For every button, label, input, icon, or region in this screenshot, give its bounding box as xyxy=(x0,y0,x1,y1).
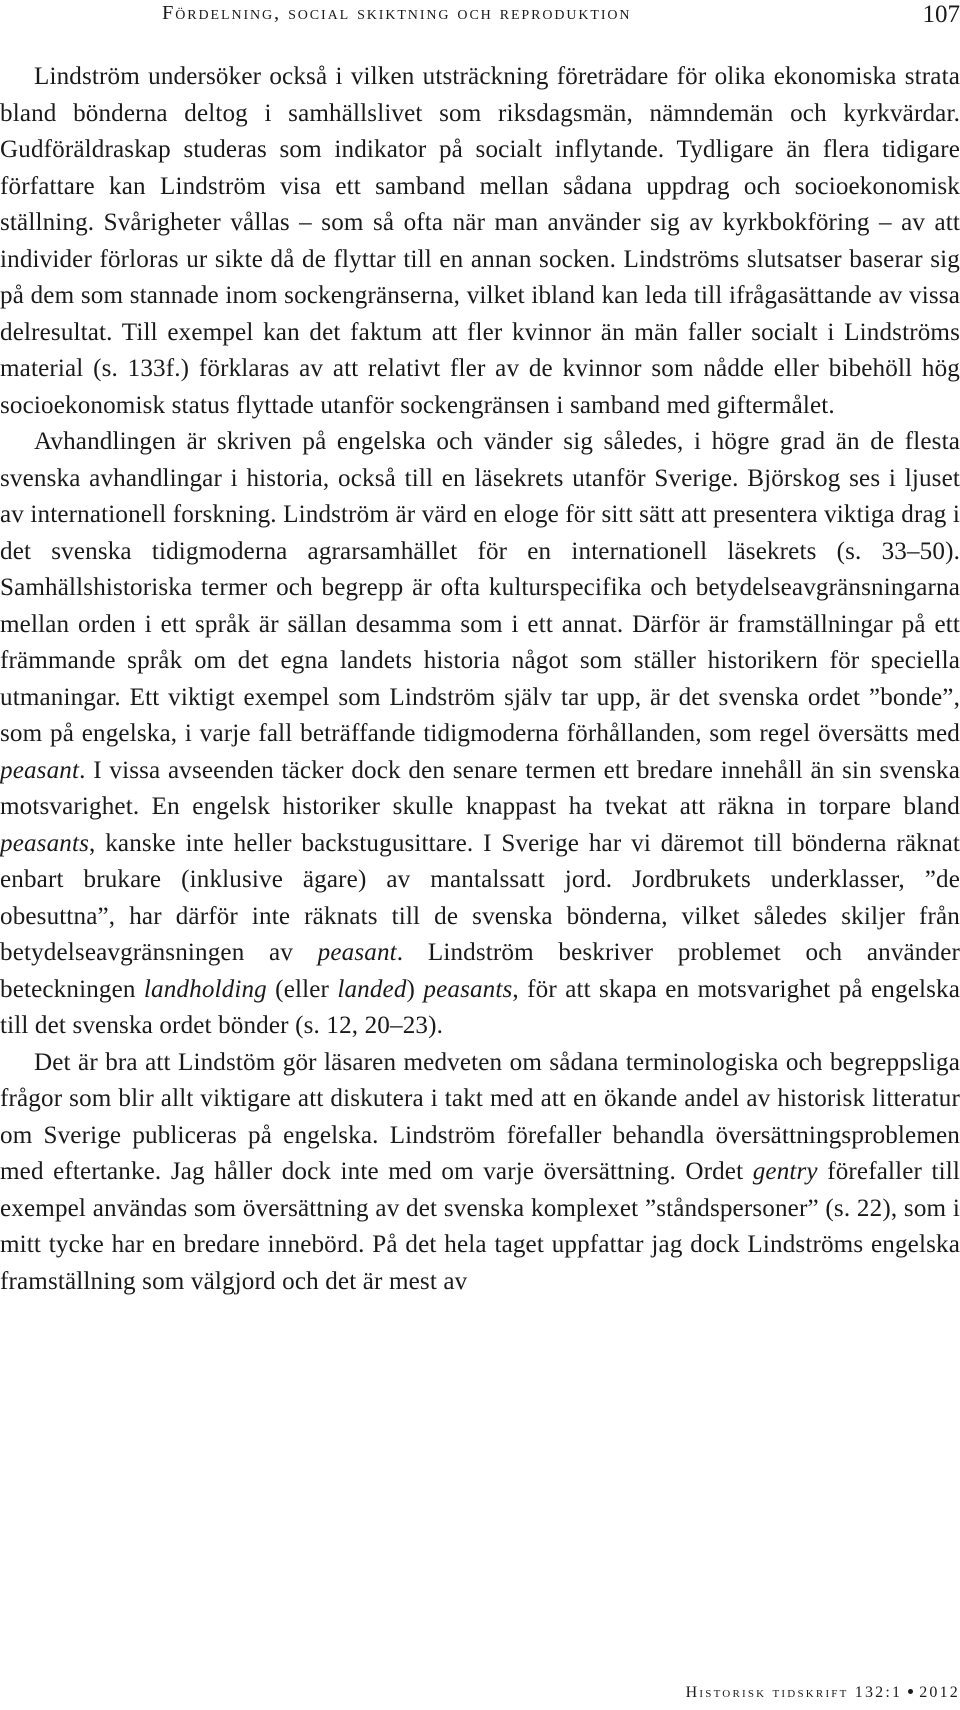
paragraph xyxy=(0,59,960,424)
italic-term: peasants xyxy=(423,975,513,1003)
italic-term: peasants xyxy=(0,829,90,857)
text-segment: . Lindström beskriver problemet och använder beteckningen xyxy=(0,939,960,1003)
text-segment: Det är bra att Lindstöm gör läsaren medveten om sådana terminologiska och begreppsliga frågor som blir allt viktigare att diskutera i takt med att en ökande andel av historisk litteratur om Sverige publiceras på engelska. Lindström förefaller behandla översättningsproblemen med eftertanke. Jag håller dock inte med om varje översättning. Ordet xyxy=(0,1048,960,1185)
italic-term: gentry xyxy=(752,1158,818,1185)
paragraph xyxy=(0,424,960,1045)
text-segment: Avhandlingen är skriven på engelska och vänder sig således, i högre grad än de flesta svenska avhandlingar i historia, också till en läsekrets utanför Sverige. Björskog ses i ljuset av internationell forskning. Lindström är värd en eloge för sitt sätt att presentera viktiga drag i det svenska tidigmoderna agrarsamhället för en internationell läsekrets (s. 33–50). Samhällshistoriska termer och begrepp är ofta kulturspecifika och betydelseavgränsningarna mellan orden i ett språk är sällan desamma som i ett annat. Därför är framställningar på ett främmande språk om det egna landets historia något som ställer historikern för speciella utmaningar. Ett viktigt exempel som Lindström själv tar upp, är det svenska ordet ”bonde”, som på engelska, i varje fall beträffande tidigmoderna förhållanden, som regel översätts med xyxy=(0,428,960,747)
paragraph xyxy=(0,1045,960,1301)
italic-term: landholding xyxy=(143,975,267,1003)
page-number: 107 xyxy=(922,1,960,28)
text-segment: , kanske inte heller backstugusittare. I Sverige har vi däremot till bönderna räknat enbart brukare (inklusive ägare) av mantalssatt jord. Jordbrukets underklasser, ”de obesuttna”, har därför inte räknats till de svenska bönderna, vilket således skiljer från betydelseavgränsningen av xyxy=(0,829,960,966)
text-segment: ) xyxy=(406,975,424,1003)
text-segment: förefaller till exempel användas som översättning av det svenska komplexet ”ståndspersoner” (s. 22), som i mitt tycke har en bredare innebörd. På det hela taget uppfattar jag dock Lindströms engelska framställning som välgjord och det är mest av xyxy=(0,1158,960,1295)
body-text xyxy=(0,59,960,1300)
text-segment: . I vissa avseenden täcker dock den senare termen ett bredare innehåll än sin svenska motsvarighet. En engelsk historiker skulle knappast ha tvekat att räkna in torpare bland xyxy=(0,756,960,820)
footer xyxy=(686,1684,960,1702)
running-title: Fördelning, social skiktning och reproduktion xyxy=(162,2,632,24)
text-segment: Lindström undersöker också i vilken utsträckning företrädare för olika ekonomiska strata bland bönderna deltog i samhällslivet som riksdagsmän, nämndemän och kyrkvärdar. Gudföräldraskap studeras som indikator på socialt inflytande. Tydligare än flera tidigare författare kan Lindström visa ett samband mellan sådana uppdrag och socioekonomisk ställning. Svårigheter vållas – som så ofta när man använder sig av kyrkbokföring – av att individer förloras ur sikte då de flyttar till en annan socken. Lindströms slutsatser baserar sig på dem som stannade inom sockengränserna, vilket ibland kan leda till ifrågasättande av vissa delresultat. Till exempel kan det faktum att fler kvinnor än män faller socialt i Lindströms material (s. 133f.) förklaras av att relativt fler av de kvinnor som nådde eller bibehöll hög socioekonomisk status flyttade utanför sockengränsen i samband med giftermålet. xyxy=(0,63,960,419)
italic-term: landed xyxy=(337,975,407,1003)
journal-name: Historisk tidskrift 132:1 xyxy=(685,1684,903,1701)
text-segment: (eller xyxy=(266,975,338,1003)
bullet-separator xyxy=(908,1689,913,1694)
running-header xyxy=(0,0,960,34)
journal-year: 2012 xyxy=(919,1684,960,1701)
text-segment: , för att skapa en motsvarighet på engelska till det svenska ordet bönder (s. 12, 20–23). xyxy=(0,975,960,1039)
italic-term: peasant xyxy=(317,939,397,966)
italic-term: peasant xyxy=(0,756,80,784)
